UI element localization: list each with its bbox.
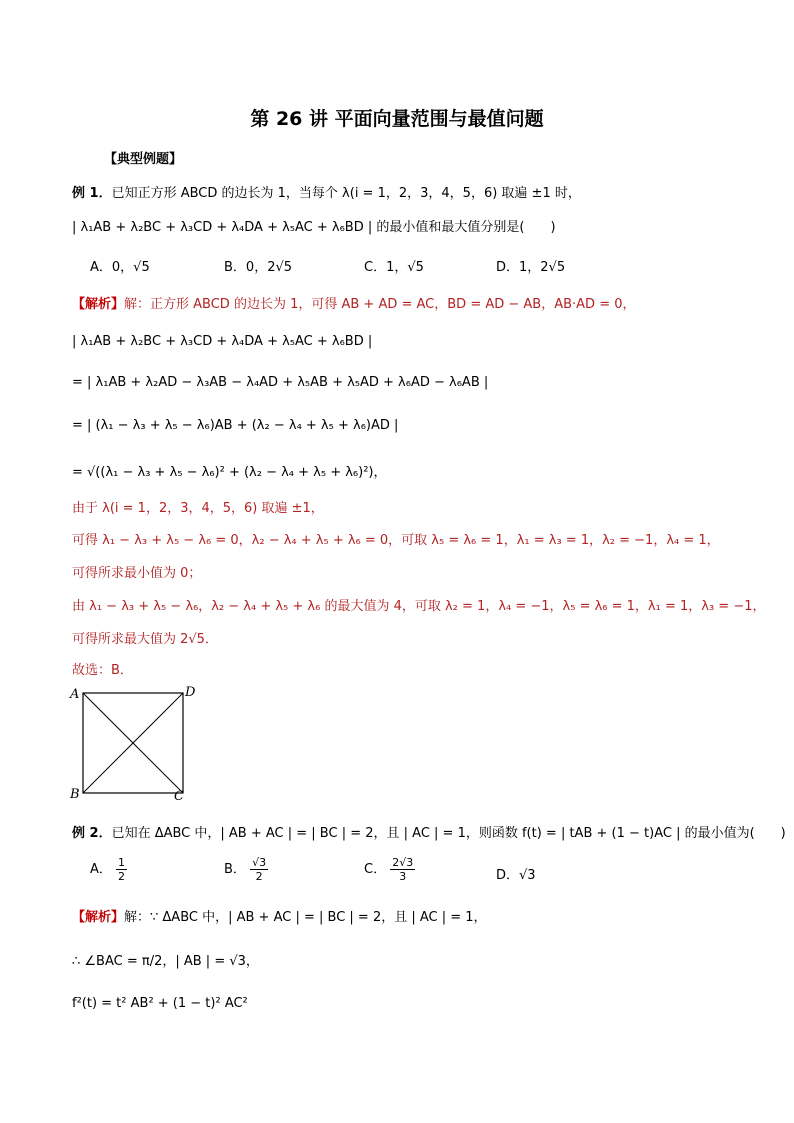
ex2-option-c-letter: C． — [364, 862, 387, 877]
ex2-option-d — [496, 864, 536, 883]
ex1-option-a: A．0，√5 — [90, 260, 150, 275]
ex1-analysis-line6: 由于 λ(i = 1，2，3，4，5，6) 取遍 ±1， — [72, 501, 324, 516]
ex1-option-b: B．0，2√5 — [224, 260, 293, 275]
ex1-analysis-line9: 由 λ₁ − λ₃ + λ₅ − λ₆，λ₂ − λ₄ + λ₅ + λ₆ 的最大值为 4，可取 λ₂ = 1，λ₄ = −1，λ₅ = λ₆ = 1，λ₁ = 1，λ₃ = −1， — [72, 599, 766, 614]
ex1-option-c: C．1，√5 — [364, 260, 424, 275]
ex1-analysis-line1 — [72, 293, 636, 312]
ex2-option-a-letter: A． — [90, 862, 112, 877]
ex2-analysis-line3: f²(t) = t² AB² + (1 − t)² AC² — [72, 996, 248, 1011]
ex1-stem1: 已知正方形 ABCD 的边长为 1，当每个 λ(i = 1，2，3，4，5，6) 取遍 ±1 时， — [111, 186, 581, 201]
ex2-option-d-letter: D． — [496, 868, 520, 883]
ex2-option-b-fraction — [250, 856, 268, 883]
ex2-stem-text: 已知在 ΔABC 中，| AB + AC | = | BC | = 2，且 | AC | = 1，则函数 f(t) = | tAB + (1 − t)AC | 的最小值为( ) — [111, 826, 786, 841]
ex2-option-c-den: 3 — [399, 870, 407, 883]
ex2-option-a-den: 2 — [118, 870, 126, 883]
ex1-option-d: D．1，2√5 — [496, 260, 566, 275]
page-title: 第 26 讲 平面向量范围与最值问题 — [250, 108, 544, 130]
ex2-option-a — [90, 856, 127, 883]
ex2-option-b — [224, 856, 268, 883]
ex2-option-d-text: √3 — [519, 868, 536, 883]
ex1-analysis-text1: 解：正方形 ABCD 的边长为 1，可得 AB + AD = AC，BD = AD − AB，AB·AD = 0， — [124, 297, 636, 312]
square-figure — [66, 682, 206, 802]
ex2-analysis-line1 — [72, 906, 487, 925]
ex2-option-a-fraction — [116, 856, 127, 883]
vertex-d-label: D — [185, 685, 196, 700]
ex2-analysis-label: 【解析】 — [72, 910, 125, 925]
ex2-analysis-text1: 解：∵ ΔABC 中，| AB + AC | = | BC | = 2，且 | AC | = 1， — [124, 910, 487, 925]
ex1-stem-line2: | λ₁AB + λ₂BC + λ₃CD + λ₄DA + λ₅AC + λ₆BD | 的最小值和最大值分别是( ) — [72, 220, 556, 235]
ex1-analysis-line2: | λ₁AB + λ₂BC + λ₃CD + λ₄DA + λ₅AC + λ₆BD | — [72, 334, 373, 349]
ex2-option-c-fraction — [390, 856, 415, 883]
ex1-analysis-line7: 可得 λ₁ − λ₃ + λ₅ − λ₆ = 0，λ₂ − λ₄ + λ₅ + λ₆ = 0，可取 λ₅ = λ₆ = 1，λ₁ = λ₃ = 1，λ₂ = −1，λ₄ = 1， — [72, 533, 720, 548]
section-label: 【典型例题】 — [104, 152, 183, 167]
ex2-option-c-num: 2√3 — [392, 856, 414, 869]
ex2-option-b-den: 2 — [255, 870, 263, 883]
vertex-a-label: A — [70, 687, 80, 702]
vertex-b-label: B — [70, 787, 80, 802]
ex2-option-c — [364, 856, 415, 883]
ex2-analysis-line2: ∴ ∠BAC = π/2，| AB | = √3， — [72, 954, 259, 969]
ex1-analysis-line10: 可得所求最大值为 2√5． — [72, 632, 218, 647]
ex1-label: 例 1． — [72, 186, 112, 201]
vertex-c-label: C — [174, 789, 184, 802]
ex2-label: 例 2． — [72, 826, 112, 841]
ex2-option-b-num: √3 — [252, 856, 267, 869]
ex2-option-b-letter: B． — [224, 862, 246, 877]
ex2-option-a-num: 1 — [118, 856, 126, 869]
ex1-analysis-line4: = | (λ₁ − λ₃ + λ₅ − λ₆)AB + (λ₂ − λ₄ + λ₅ + λ₆)AD | — [72, 418, 399, 433]
ex1-stem-line1 — [72, 182, 581, 201]
ex1-analysis-label: 【解析】 — [72, 297, 125, 312]
ex2-stem — [72, 822, 786, 841]
ex1-analysis-line5: = √((λ₁ − λ₃ + λ₅ − λ₆)² + (λ₂ − λ₄ + λ₅ + λ₆)²)， — [72, 465, 387, 480]
ex1-analysis-line11: 故选：B． — [72, 663, 133, 678]
ex1-analysis-line3: = | λ₁AB + λ₂AD − λ₃AB − λ₄AD + λ₅AB + λ₅AD + λ₆AD − λ₆AB | — [72, 375, 489, 390]
ex1-analysis-line8: 可得所求最小值为 0； — [72, 566, 202, 581]
